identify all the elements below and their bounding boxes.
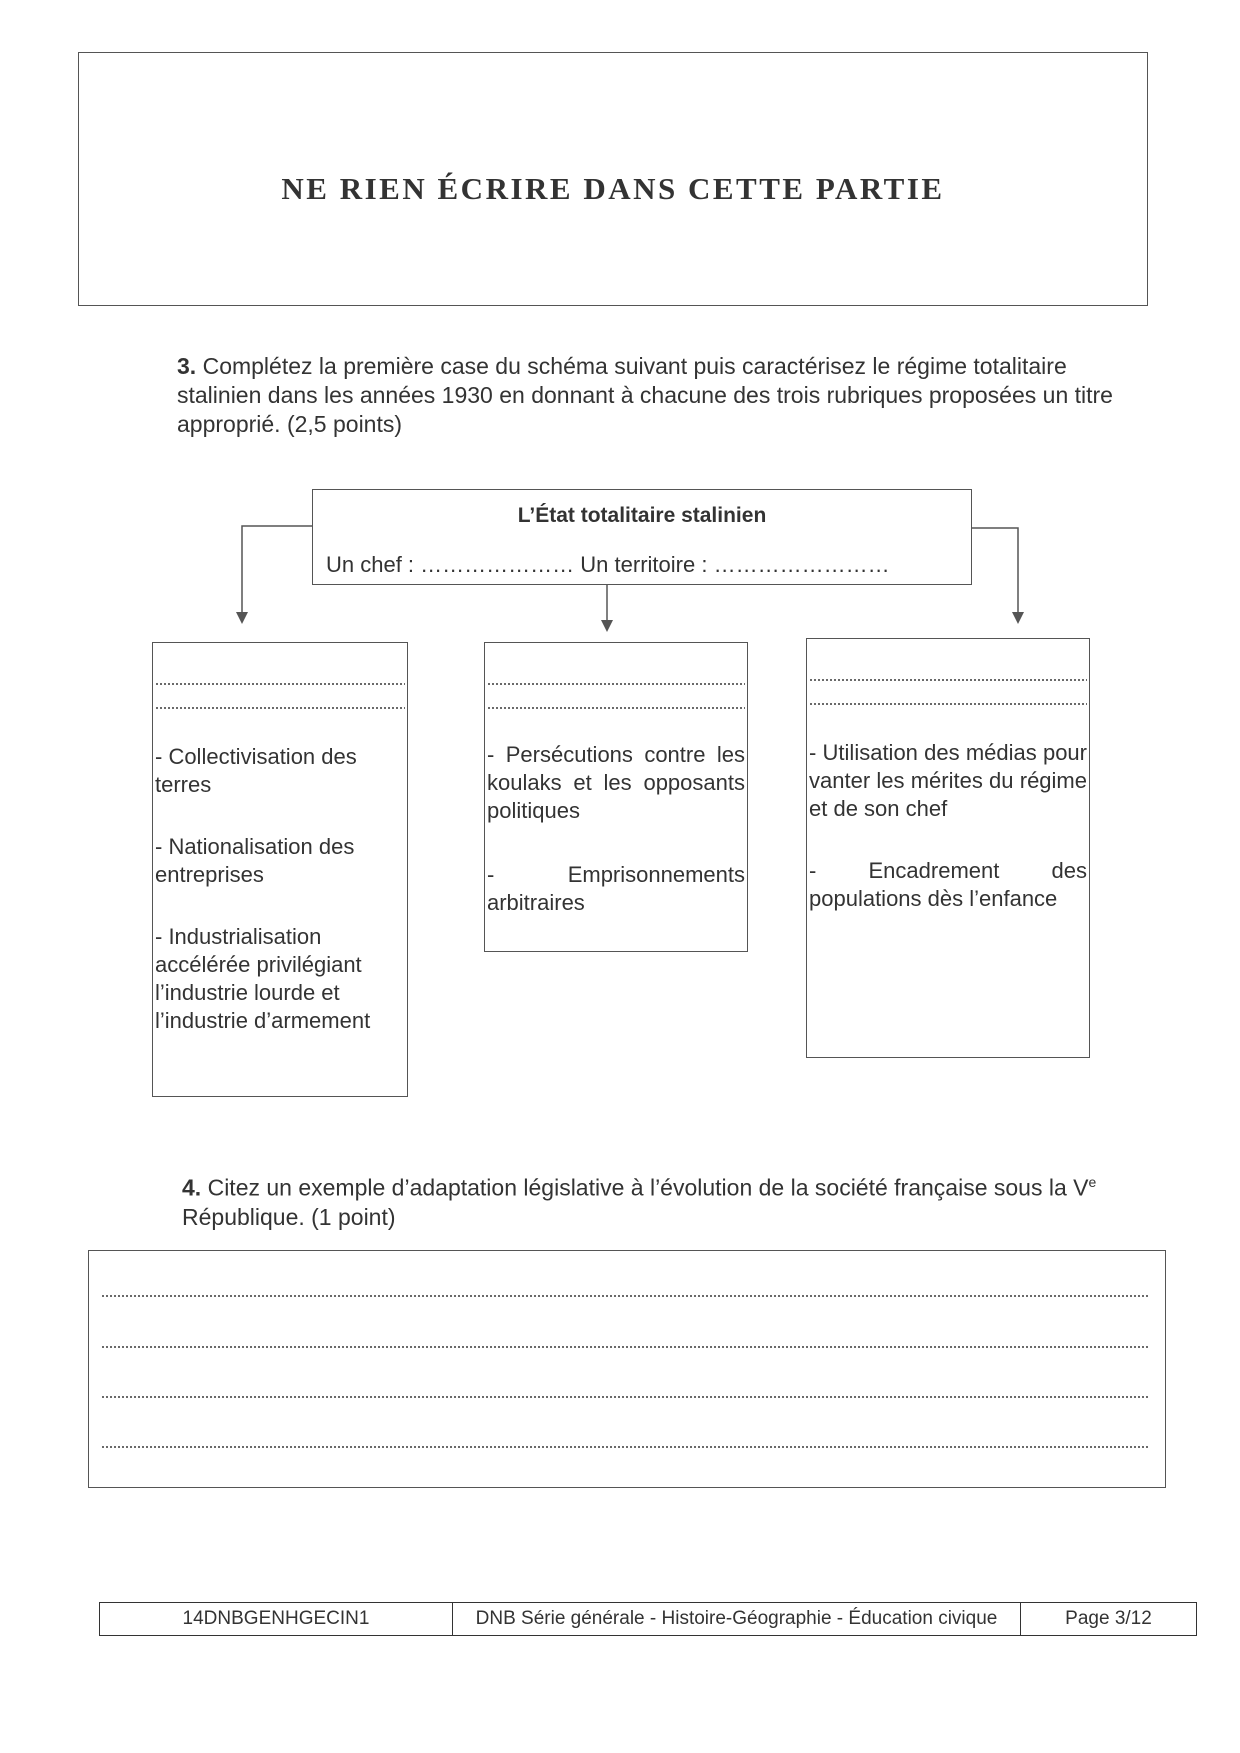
answer-line[interactable] (101, 1446, 1149, 1448)
question-4-superscript: e (1088, 1174, 1097, 1190)
diagram-connectors (0, 0, 1240, 700)
middle-arrowhead-icon (601, 620, 613, 632)
column-item: - Nationalisation des entreprises (155, 834, 355, 887)
question-3-number: 3. (177, 353, 197, 379)
question-4-text: Citez un exemple d’adaptation législative à l’évolution de la société française sous la V (207, 1174, 1089, 1201)
column-item: - Persécutions contre les koulaks et les opposants politiques (487, 742, 745, 823)
answer-line[interactable] (101, 1295, 1149, 1297)
chef-blank[interactable]: ………………… (420, 552, 575, 577)
territoire-label: Un territoire : (580, 552, 708, 577)
question-4 (182, 1168, 1152, 1232)
title-blank-line[interactable] (155, 683, 405, 685)
question-3-text: Complétez la première case du schéma suivant puis caractérisez le régime totalitaire stalinien dans les années 1930 en donnant à chacune des trois rubriques proposées un titre approprié. (2,5 points) (177, 353, 1113, 437)
title-blank-line[interactable] (487, 707, 745, 709)
subject-code: 14DNBGENHGECIN1 (182, 1608, 370, 1629)
title-blank-line[interactable] (487, 683, 745, 685)
column-item: - Industrialisation accélérée privilégiant l’industrie lourde et l’industrie d’armement (155, 924, 371, 1033)
column-item: - Emprisonnements arbitraires (487, 862, 745, 915)
column-economy (152, 642, 408, 1097)
exam-title: DNB Série générale - Histoire-Géographie - Éducation civique (452, 1603, 1020, 1635)
column-terror (484, 642, 748, 952)
diagram-title: L’État totalitaire stalinien (517, 504, 767, 527)
column-item: - Collectivisation des terres (155, 744, 357, 797)
title-blank-line[interactable] (809, 703, 1087, 705)
right-connector (972, 528, 1018, 612)
column-item: - Utilisation des médias pour vanter les mérites du régime et de son chef (809, 740, 1087, 821)
column-propaganda (806, 638, 1090, 1058)
question-4-text-end: République. (1 point) (182, 1203, 396, 1230)
right-arrowhead-icon (1012, 612, 1024, 624)
page-number: Page 3/12 (1020, 1603, 1196, 1635)
left-arrowhead-icon (236, 612, 248, 624)
answer-line[interactable] (101, 1396, 1149, 1398)
answer-line[interactable] (101, 1346, 1149, 1348)
question-4-number: 4. (182, 1174, 202, 1201)
column-item: - Encadrement des populations dès l’enfance (809, 858, 1087, 911)
answer-box[interactable] (88, 1250, 1166, 1488)
chef-label: Un chef : (326, 552, 415, 577)
left-connector (242, 526, 312, 612)
title-blank-line[interactable] (155, 707, 405, 709)
no-write-notice: NE RIEN ÉCRIRE DANS CETTE PARTIE (281, 171, 945, 206)
territoire-blank[interactable]: …………………… (713, 552, 890, 577)
page-footer (99, 1602, 1197, 1636)
title-blank-line[interactable] (809, 679, 1087, 681)
